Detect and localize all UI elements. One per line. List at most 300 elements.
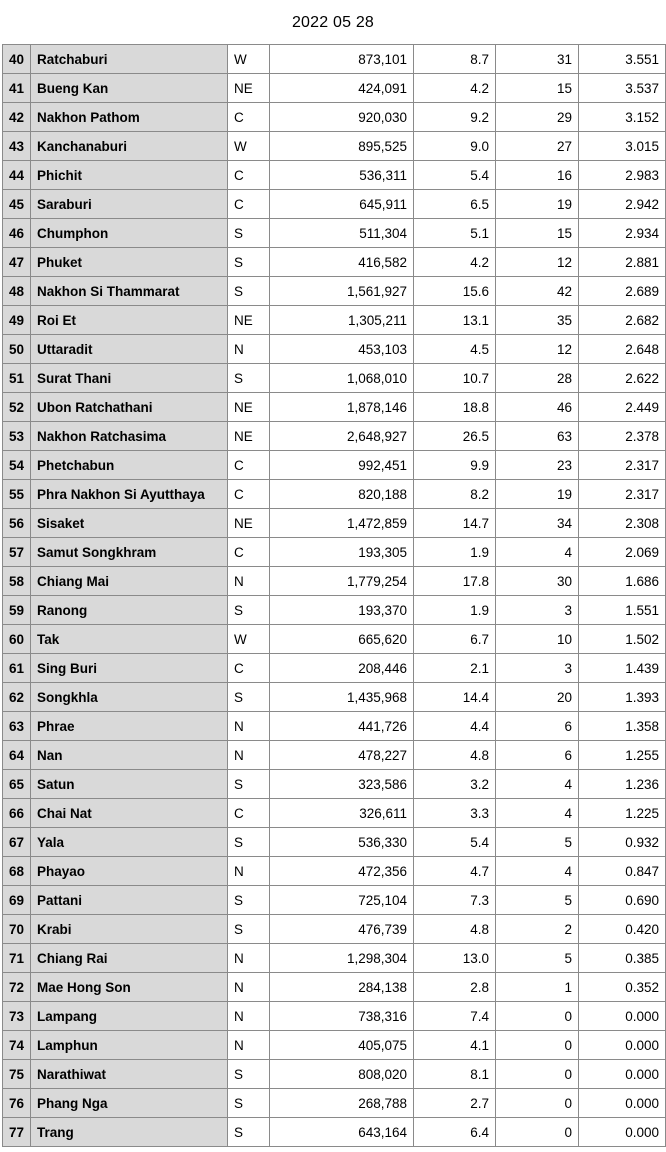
rate-cell: 2.648 <box>579 335 666 364</box>
rank-cell: 50 <box>3 335 31 364</box>
table-row <box>3 306 666 335</box>
per-100k-base-cell: 3.2 <box>414 770 496 799</box>
per-100k-base-cell: 2.7 <box>414 1089 496 1118</box>
province-name-cell: Lampang <box>31 1002 228 1031</box>
per-100k-base-cell: 6.7 <box>414 625 496 654</box>
rate-cell: 0.420 <box>579 915 666 944</box>
rate-cell: 2.942 <box>579 190 666 219</box>
rank-cell: 47 <box>3 248 31 277</box>
table-row <box>3 886 666 915</box>
region-cell: C <box>228 161 270 190</box>
cases-cell: 20 <box>496 683 579 712</box>
region-cell: NE <box>228 422 270 451</box>
rate-cell: 2.317 <box>579 480 666 509</box>
rank-cell: 51 <box>3 364 31 393</box>
rank-cell: 46 <box>3 219 31 248</box>
rate-cell: 1.358 <box>579 712 666 741</box>
region-cell: N <box>228 973 270 1002</box>
population-cell: 536,330 <box>270 828 414 857</box>
rank-cell: 61 <box>3 654 31 683</box>
table-row <box>3 538 666 567</box>
population-cell: 1,878,146 <box>270 393 414 422</box>
per-100k-base-cell: 13.1 <box>414 306 496 335</box>
rank-cell: 75 <box>3 1060 31 1089</box>
rate-cell: 1.686 <box>579 567 666 596</box>
per-100k-base-cell: 15.6 <box>414 277 496 306</box>
rank-cell: 52 <box>3 393 31 422</box>
rank-cell: 56 <box>3 509 31 538</box>
rank-cell: 69 <box>3 886 31 915</box>
cases-cell: 5 <box>496 886 579 915</box>
per-100k-base-cell: 2.1 <box>414 654 496 683</box>
rank-cell: 43 <box>3 132 31 161</box>
population-cell: 326,611 <box>270 799 414 828</box>
per-100k-base-cell: 1.9 <box>414 596 496 625</box>
table-row <box>3 799 666 828</box>
cases-cell: 6 <box>496 712 579 741</box>
province-name-cell: Phra Nakhon Si Ayutthaya <box>31 480 228 509</box>
cases-cell: 10 <box>496 625 579 654</box>
cases-cell: 4 <box>496 799 579 828</box>
rate-cell: 0.000 <box>579 1089 666 1118</box>
rank-cell: 59 <box>3 596 31 625</box>
rate-cell: 2.682 <box>579 306 666 335</box>
cases-cell: 15 <box>496 74 579 103</box>
cases-cell: 3 <box>496 596 579 625</box>
province-name-cell: Sing Buri <box>31 654 228 683</box>
per-100k-base-cell: 1.9 <box>414 538 496 567</box>
rate-cell: 1.551 <box>579 596 666 625</box>
rate-cell: 0.352 <box>579 973 666 1002</box>
rate-cell: 2.069 <box>579 538 666 567</box>
rank-cell: 74 <box>3 1031 31 1060</box>
table-row <box>3 277 666 306</box>
rate-cell: 0.385 <box>579 944 666 973</box>
region-cell: N <box>228 1031 270 1060</box>
rank-cell: 57 <box>3 538 31 567</box>
per-100k-base-cell: 4.2 <box>414 248 496 277</box>
rank-cell: 67 <box>3 828 31 857</box>
rate-cell: 1.502 <box>579 625 666 654</box>
region-cell: S <box>228 1060 270 1089</box>
rank-cell: 60 <box>3 625 31 654</box>
region-cell: S <box>228 596 270 625</box>
rate-cell: 2.881 <box>579 248 666 277</box>
population-cell: 1,435,968 <box>270 683 414 712</box>
table-row <box>3 480 666 509</box>
table-row <box>3 712 666 741</box>
table-row <box>3 451 666 480</box>
table-row <box>3 944 666 973</box>
rank-cell: 62 <box>3 683 31 712</box>
province-name-cell: Bueng Kan <box>31 74 228 103</box>
province-name-cell: Sisaket <box>31 509 228 538</box>
region-cell: S <box>228 683 270 712</box>
cases-cell: 4 <box>496 770 579 799</box>
table-row <box>3 103 666 132</box>
population-cell: 405,075 <box>270 1031 414 1060</box>
population-cell: 895,525 <box>270 132 414 161</box>
cases-cell: 30 <box>496 567 579 596</box>
region-cell: S <box>228 248 270 277</box>
table-row <box>3 161 666 190</box>
cases-cell: 5 <box>496 944 579 973</box>
per-100k-base-cell: 7.4 <box>414 1002 496 1031</box>
cases-cell: 2 <box>496 915 579 944</box>
page-title: 2022 05 28 <box>291 14 375 31</box>
table-row <box>3 190 666 219</box>
province-table <box>2 44 666 1147</box>
population-cell: 453,103 <box>270 335 414 364</box>
region-cell: N <box>228 741 270 770</box>
region-cell: N <box>228 857 270 886</box>
per-100k-base-cell: 9.0 <box>414 132 496 161</box>
region-cell: S <box>228 915 270 944</box>
region-cell: S <box>228 1118 270 1147</box>
rate-cell: 0.932 <box>579 828 666 857</box>
region-cell: C <box>228 654 270 683</box>
region-cell: C <box>228 480 270 509</box>
rate-cell: 2.317 <box>579 451 666 480</box>
region-cell: NE <box>228 509 270 538</box>
region-cell: NE <box>228 74 270 103</box>
table-row <box>3 1031 666 1060</box>
rate-cell: 2.308 <box>579 509 666 538</box>
rank-cell: 45 <box>3 190 31 219</box>
population-cell: 665,620 <box>270 625 414 654</box>
table-row <box>3 393 666 422</box>
table-row <box>3 74 666 103</box>
population-cell: 323,586 <box>270 770 414 799</box>
province-name-cell: Trang <box>31 1118 228 1147</box>
province-name-cell: Nakhon Si Thammarat <box>31 277 228 306</box>
rate-cell: 0.847 <box>579 857 666 886</box>
province-name-cell: Phang Nga <box>31 1089 228 1118</box>
population-cell: 920,030 <box>270 103 414 132</box>
per-100k-base-cell: 7.3 <box>414 886 496 915</box>
per-100k-base-cell: 4.4 <box>414 712 496 741</box>
table-row <box>3 335 666 364</box>
province-name-cell: Songkhla <box>31 683 228 712</box>
province-name-cell: Phichit <box>31 161 228 190</box>
per-100k-base-cell: 9.9 <box>414 451 496 480</box>
cases-cell: 46 <box>496 393 579 422</box>
rank-cell: 65 <box>3 770 31 799</box>
region-cell: N <box>228 944 270 973</box>
rank-cell: 77 <box>3 1118 31 1147</box>
per-100k-base-cell: 18.8 <box>414 393 496 422</box>
region-cell: NE <box>228 393 270 422</box>
per-100k-base-cell: 8.1 <box>414 1060 496 1089</box>
region-cell: S <box>228 219 270 248</box>
table-row <box>3 132 666 161</box>
region-cell: W <box>228 45 270 74</box>
population-cell: 873,101 <box>270 45 414 74</box>
population-cell: 645,911 <box>270 190 414 219</box>
region-cell: NE <box>228 306 270 335</box>
rank-cell: 73 <box>3 1002 31 1031</box>
rank-cell: 70 <box>3 915 31 944</box>
cases-cell: 23 <box>496 451 579 480</box>
rank-cell: 48 <box>3 277 31 306</box>
rate-cell: 2.378 <box>579 422 666 451</box>
province-name-cell: Nan <box>31 741 228 770</box>
cases-cell: 5 <box>496 828 579 857</box>
rate-cell: 0.690 <box>579 886 666 915</box>
per-100k-base-cell: 5.1 <box>414 219 496 248</box>
rate-cell: 2.622 <box>579 364 666 393</box>
table-row <box>3 1089 666 1118</box>
table-row <box>3 422 666 451</box>
population-cell: 268,788 <box>270 1089 414 1118</box>
region-cell: N <box>228 335 270 364</box>
cases-cell: 63 <box>496 422 579 451</box>
population-cell: 1,298,304 <box>270 944 414 973</box>
per-100k-base-cell: 4.7 <box>414 857 496 886</box>
region-cell: C <box>228 799 270 828</box>
province-name-cell: Phuket <box>31 248 228 277</box>
rate-cell: 3.015 <box>579 132 666 161</box>
table-row <box>3 828 666 857</box>
region-cell: N <box>228 567 270 596</box>
cases-cell: 16 <box>496 161 579 190</box>
per-100k-base-cell: 2.8 <box>414 973 496 1002</box>
population-cell: 1,472,859 <box>270 509 414 538</box>
rate-cell: 1.225 <box>579 799 666 828</box>
rate-cell: 1.255 <box>579 741 666 770</box>
population-cell: 536,311 <box>270 161 414 190</box>
region-cell: N <box>228 1002 270 1031</box>
region-cell: S <box>228 364 270 393</box>
population-cell: 511,304 <box>270 219 414 248</box>
region-cell: S <box>228 770 270 799</box>
province-name-cell: Mae Hong Son <box>31 973 228 1002</box>
rank-cell: 71 <box>3 944 31 973</box>
table-row <box>3 45 666 74</box>
population-cell: 193,370 <box>270 596 414 625</box>
population-cell: 992,451 <box>270 451 414 480</box>
population-cell: 2,648,927 <box>270 422 414 451</box>
rank-cell: 41 <box>3 74 31 103</box>
cases-cell: 0 <box>496 1089 579 1118</box>
rank-cell: 63 <box>3 712 31 741</box>
per-100k-base-cell: 4.5 <box>414 335 496 364</box>
region-cell: C <box>228 538 270 567</box>
province-name-cell: Samut Songkhram <box>31 538 228 567</box>
per-100k-base-cell: 6.5 <box>414 190 496 219</box>
province-name-cell: Satun <box>31 770 228 799</box>
table-row <box>3 654 666 683</box>
region-cell: C <box>228 190 270 219</box>
rate-cell: 1.439 <box>579 654 666 683</box>
province-name-cell: Krabi <box>31 915 228 944</box>
rank-cell: 40 <box>3 45 31 74</box>
per-100k-base-cell: 3.3 <box>414 799 496 828</box>
province-name-cell: Phrae <box>31 712 228 741</box>
cases-cell: 4 <box>496 857 579 886</box>
per-100k-base-cell: 13.0 <box>414 944 496 973</box>
population-cell: 1,561,927 <box>270 277 414 306</box>
rate-cell: 2.449 <box>579 393 666 422</box>
province-name-cell: Tak <box>31 625 228 654</box>
cases-cell: 34 <box>496 509 579 538</box>
population-cell: 808,020 <box>270 1060 414 1089</box>
province-name-cell: Kanchanaburi <box>31 132 228 161</box>
population-cell: 643,164 <box>270 1118 414 1147</box>
rank-cell: 64 <box>3 741 31 770</box>
province-name-cell: Chai Nat <box>31 799 228 828</box>
table-row <box>3 1060 666 1089</box>
region-cell: W <box>228 132 270 161</box>
region-cell: S <box>228 828 270 857</box>
province-name-cell: Saraburi <box>31 190 228 219</box>
rank-cell: 54 <box>3 451 31 480</box>
cases-cell: 31 <box>496 45 579 74</box>
rank-cell: 68 <box>3 857 31 886</box>
cases-cell: 12 <box>496 335 579 364</box>
population-cell: 472,356 <box>270 857 414 886</box>
province-name-cell: Phayao <box>31 857 228 886</box>
per-100k-base-cell: 14.7 <box>414 509 496 538</box>
population-cell: 424,091 <box>270 74 414 103</box>
province-name-cell: Yala <box>31 828 228 857</box>
per-100k-base-cell: 6.4 <box>414 1118 496 1147</box>
province-name-cell: Phetchabun <box>31 451 228 480</box>
table-row <box>3 915 666 944</box>
per-100k-base-cell: 8.2 <box>414 480 496 509</box>
cases-cell: 29 <box>496 103 579 132</box>
region-cell: C <box>228 451 270 480</box>
per-100k-base-cell: 8.7 <box>414 45 496 74</box>
cases-cell: 19 <box>496 480 579 509</box>
rate-cell: 0.000 <box>579 1060 666 1089</box>
province-name-cell: Narathiwat <box>31 1060 228 1089</box>
table-row <box>3 364 666 393</box>
province-name-cell: Uttaradit <box>31 335 228 364</box>
table-row <box>3 219 666 248</box>
region-cell: S <box>228 1089 270 1118</box>
table-row <box>3 1002 666 1031</box>
per-100k-base-cell: 4.8 <box>414 741 496 770</box>
cases-cell: 19 <box>496 190 579 219</box>
per-100k-base-cell: 5.4 <box>414 828 496 857</box>
cases-cell: 0 <box>496 1002 579 1031</box>
province-name-cell: Roi Et <box>31 306 228 335</box>
rank-cell: 76 <box>3 1089 31 1118</box>
population-cell: 478,227 <box>270 741 414 770</box>
rank-cell: 66 <box>3 799 31 828</box>
per-100k-base-cell: 4.1 <box>414 1031 496 1060</box>
region-cell: N <box>228 712 270 741</box>
table-body <box>3 45 666 1147</box>
population-cell: 1,068,010 <box>270 364 414 393</box>
table-row <box>3 857 666 886</box>
province-name-cell: Chumphon <box>31 219 228 248</box>
rank-cell: 72 <box>3 973 31 1002</box>
region-cell: C <box>228 103 270 132</box>
table-row <box>3 596 666 625</box>
population-cell: 725,104 <box>270 886 414 915</box>
table-row <box>3 1118 666 1147</box>
province-name-cell: Ratchaburi <box>31 45 228 74</box>
table-row <box>3 973 666 1002</box>
table-row <box>3 770 666 799</box>
province-name-cell: Ranong <box>31 596 228 625</box>
population-cell: 1,779,254 <box>270 567 414 596</box>
per-100k-base-cell: 4.8 <box>414 915 496 944</box>
per-100k-base-cell: 5.4 <box>414 161 496 190</box>
cases-cell: 0 <box>496 1060 579 1089</box>
rate-cell: 3.152 <box>579 103 666 132</box>
rate-cell: 3.537 <box>579 74 666 103</box>
table-row <box>3 248 666 277</box>
population-cell: 441,726 <box>270 712 414 741</box>
province-name-cell: Nakhon Pathom <box>31 103 228 132</box>
cases-cell: 27 <box>496 132 579 161</box>
population-cell: 738,316 <box>270 1002 414 1031</box>
population-cell: 284,138 <box>270 973 414 1002</box>
rank-cell: 49 <box>3 306 31 335</box>
population-cell: 208,446 <box>270 654 414 683</box>
province-name-cell: Chiang Rai <box>31 944 228 973</box>
per-100k-base-cell: 9.2 <box>414 103 496 132</box>
cases-cell: 4 <box>496 538 579 567</box>
population-cell: 1,305,211 <box>270 306 414 335</box>
per-100k-base-cell: 17.8 <box>414 567 496 596</box>
rate-cell: 1.236 <box>579 770 666 799</box>
population-cell: 820,188 <box>270 480 414 509</box>
rate-cell: 3.551 <box>579 45 666 74</box>
table-row <box>3 567 666 596</box>
table-row <box>3 509 666 538</box>
table-row <box>3 741 666 770</box>
cases-cell: 15 <box>496 219 579 248</box>
cases-cell: 42 <box>496 277 579 306</box>
rate-cell: 0.000 <box>579 1118 666 1147</box>
per-100k-base-cell: 14.4 <box>414 683 496 712</box>
rate-cell: 2.689 <box>579 277 666 306</box>
cases-cell: 12 <box>496 248 579 277</box>
region-cell: S <box>228 277 270 306</box>
cases-cell: 3 <box>496 654 579 683</box>
per-100k-base-cell: 10.7 <box>414 364 496 393</box>
province-name-cell: Nakhon Ratchasima <box>31 422 228 451</box>
per-100k-base-cell: 26.5 <box>414 422 496 451</box>
province-name-cell: Ubon Ratchathani <box>31 393 228 422</box>
table-row <box>3 625 666 654</box>
rate-cell: 2.983 <box>579 161 666 190</box>
cases-cell: 0 <box>496 1118 579 1147</box>
cases-cell: 0 <box>496 1031 579 1060</box>
province-name-cell: Chiang Mai <box>31 567 228 596</box>
rank-cell: 42 <box>3 103 31 132</box>
rate-cell: 1.393 <box>579 683 666 712</box>
population-cell: 193,305 <box>270 538 414 567</box>
per-100k-base-cell: 4.2 <box>414 74 496 103</box>
population-cell: 476,739 <box>270 915 414 944</box>
cases-cell: 28 <box>496 364 579 393</box>
rate-cell: 0.000 <box>579 1031 666 1060</box>
table-row <box>3 683 666 712</box>
rate-cell: 2.934 <box>579 219 666 248</box>
region-cell: W <box>228 625 270 654</box>
population-cell: 416,582 <box>270 248 414 277</box>
rate-cell: 0.000 <box>579 1002 666 1031</box>
rank-cell: 44 <box>3 161 31 190</box>
province-name-cell: Lamphun <box>31 1031 228 1060</box>
cases-cell: 35 <box>496 306 579 335</box>
rank-cell: 53 <box>3 422 31 451</box>
